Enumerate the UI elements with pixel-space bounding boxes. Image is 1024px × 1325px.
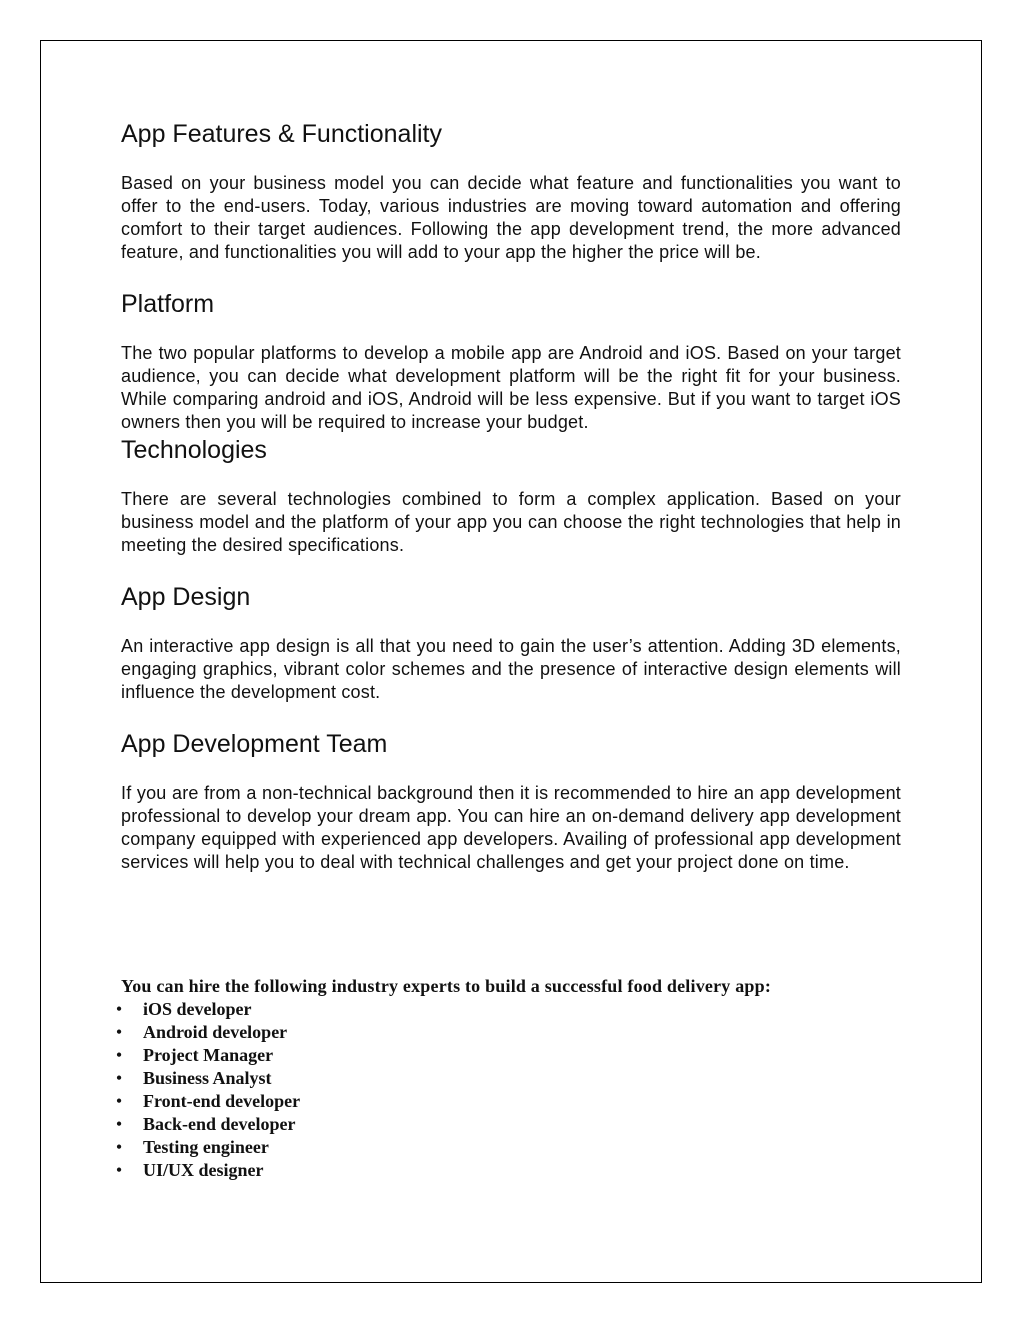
list-item-label: Android developer — [143, 1022, 288, 1042]
section-heading: App Features & Functionality — [121, 120, 442, 148]
section-paragraph: The two popular platforms to develop a mobile app are Android and iOS. Based on your target audience, you can decide what development platform will be the right fit for your business. While comparing android and iOS, Android will be less expensive. But if you want to target iOS owners then you will be required to increase your budget. — [121, 343, 901, 432]
document-body — [121, 118, 901, 874]
list-item-label: Back-end developer — [143, 1114, 296, 1134]
list-item-label: iOS developer — [143, 999, 252, 1019]
list-item-label: Project Manager — [143, 1045, 274, 1065]
section-heading: App Development Team — [121, 730, 388, 758]
section-heading: App Design — [121, 583, 251, 611]
section-app-design — [121, 581, 901, 704]
experts-list — [113, 998, 300, 1182]
bullet-icon: • — [116, 1093, 122, 1110]
section-paragraph: Based on your business model you can decide what feature and functionalities you want to offer to the end-users. Today, various industries are moving toward automation and offering comfort to their target audiences. Following the app development trend, the more advanced feature, and functionalities you will add to your app the higher the price will be. — [121, 173, 901, 262]
section-heading: Technologies — [121, 436, 267, 464]
list-item — [113, 1090, 300, 1113]
list-item — [113, 998, 300, 1021]
section-paragraph: If you are from a non-technical background then it is recommended to hire an app development professional to develop your dream app. You can hire an on-demand delivery app development company equipped with experienced app developers. Availing of professional app development services will help you to deal with technical challenges and get your project done on time. — [121, 783, 901, 872]
bullet-icon: • — [116, 1139, 122, 1156]
bullet-icon: • — [116, 1116, 122, 1133]
section-technologies — [121, 434, 901, 557]
list-item — [113, 1159, 300, 1182]
section-heading: Platform — [121, 290, 215, 318]
bullet-icon: • — [116, 1001, 122, 1018]
bullet-icon: • — [116, 1024, 122, 1041]
bullet-icon: • — [116, 1162, 122, 1179]
list-item — [113, 1021, 300, 1044]
list-item-label: Business Analyst — [143, 1068, 272, 1088]
section-paragraph: There are several technologies combined to form a complex application. Based on your business model and the platform of your app you can choose the right technologies that help in meeting the desired specifications. — [121, 489, 901, 555]
section-paragraph: An interactive app design is all that you need to gain the user’s attention. Adding 3D elements, engaging graphics, vibrant color schemes and the presence of interactive design elements will influence the development cost. — [121, 636, 901, 702]
list-item-label: Testing engineer — [143, 1137, 269, 1157]
section-app-development-team — [121, 728, 901, 874]
bullet-icon: • — [116, 1047, 122, 1064]
bullet-icon: • — [116, 1070, 122, 1087]
experts-intro: You can hire the following industry experts to build a successful food delivery app: — [121, 976, 772, 996]
section-app-features — [121, 118, 901, 264]
list-item — [113, 1067, 300, 1090]
list-item — [113, 1044, 300, 1067]
list-item-label: Front-end developer — [143, 1091, 301, 1111]
section-platform — [121, 288, 901, 434]
list-item-label: UI/UX designer — [143, 1160, 264, 1180]
list-item — [113, 1113, 300, 1136]
list-item — [113, 1136, 300, 1159]
